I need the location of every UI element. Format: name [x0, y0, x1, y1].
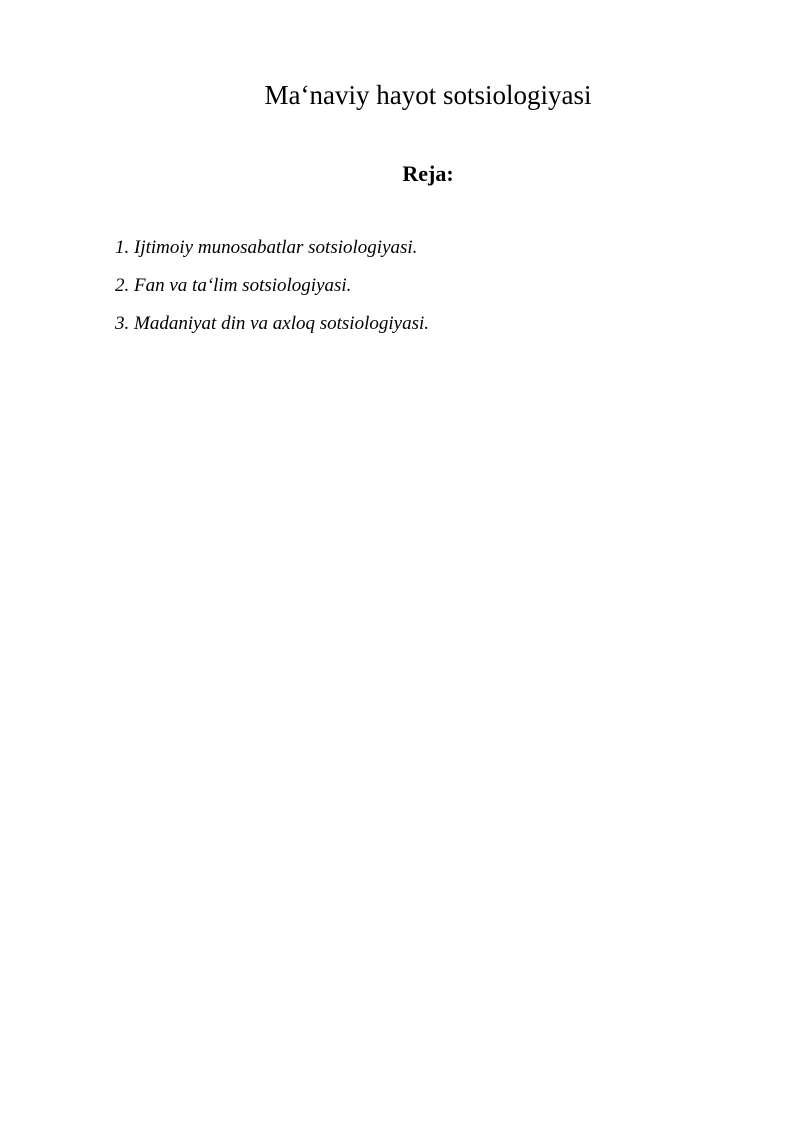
plan-item: 1. Ijtimoiy munosabatlar sotsiologiyasi.: [115, 237, 418, 258]
plan-list: [115, 229, 429, 343]
plan-item: 3. Madaniyat din va axloq sotsiologiyasi.: [115, 313, 430, 334]
document-title: Ma‘naviy hayot sotsiologiyasi: [264, 80, 592, 110]
plan-heading: Reja:: [402, 161, 454, 186]
plan-item: 2. Fan va ta‘lim sotsiologiyasi.: [115, 275, 352, 296]
